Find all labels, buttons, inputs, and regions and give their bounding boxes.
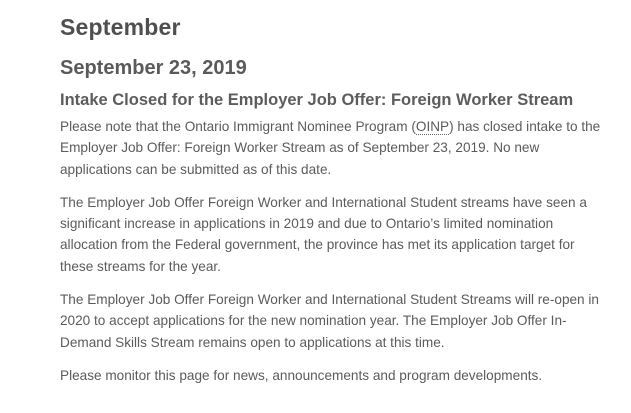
month-heading: September [60,14,181,40]
notice-title: Intake Closed for the Employer Job Offer: Foreign Worker Stream [60,91,574,109]
oinp-abbreviation[interactable]: OINP [415,119,450,134]
paragraph-1-text-end: ) has closed intake to the Employer Job Offer: Foreign Worker Stream as of September 23, 2019. No new applications can be submitted as of this date. [60,119,601,177]
news-article [60,10,620,386]
notice-paragraph-4: Please monitor this page for news, announcements and program developments. [60,367,543,383]
date-heading: September 23, 2019 [60,57,247,79]
paragraph-1-text-start: Please note that the Ontario Immigrant Nominee Program ( [60,119,416,134]
notice-paragraph-2: The Employer Job Offer Foreign Worker and International Student streams have seen a significant increase in applications in 2019 and due to Ontario’s limited nomination allocation from the Federal government, the province has met its application target for these streams for the year. [60,194,587,274]
notice-paragraph-1 [60,116,605,180]
notice-paragraph-3: The Employer Job Offer Foreign Worker and International Student Streams will re-open in 2020 to accept applications for the new nomination year. The Employer Job Offer In-Demand Skills Stream remains open to applications at this time. [60,292,599,350]
